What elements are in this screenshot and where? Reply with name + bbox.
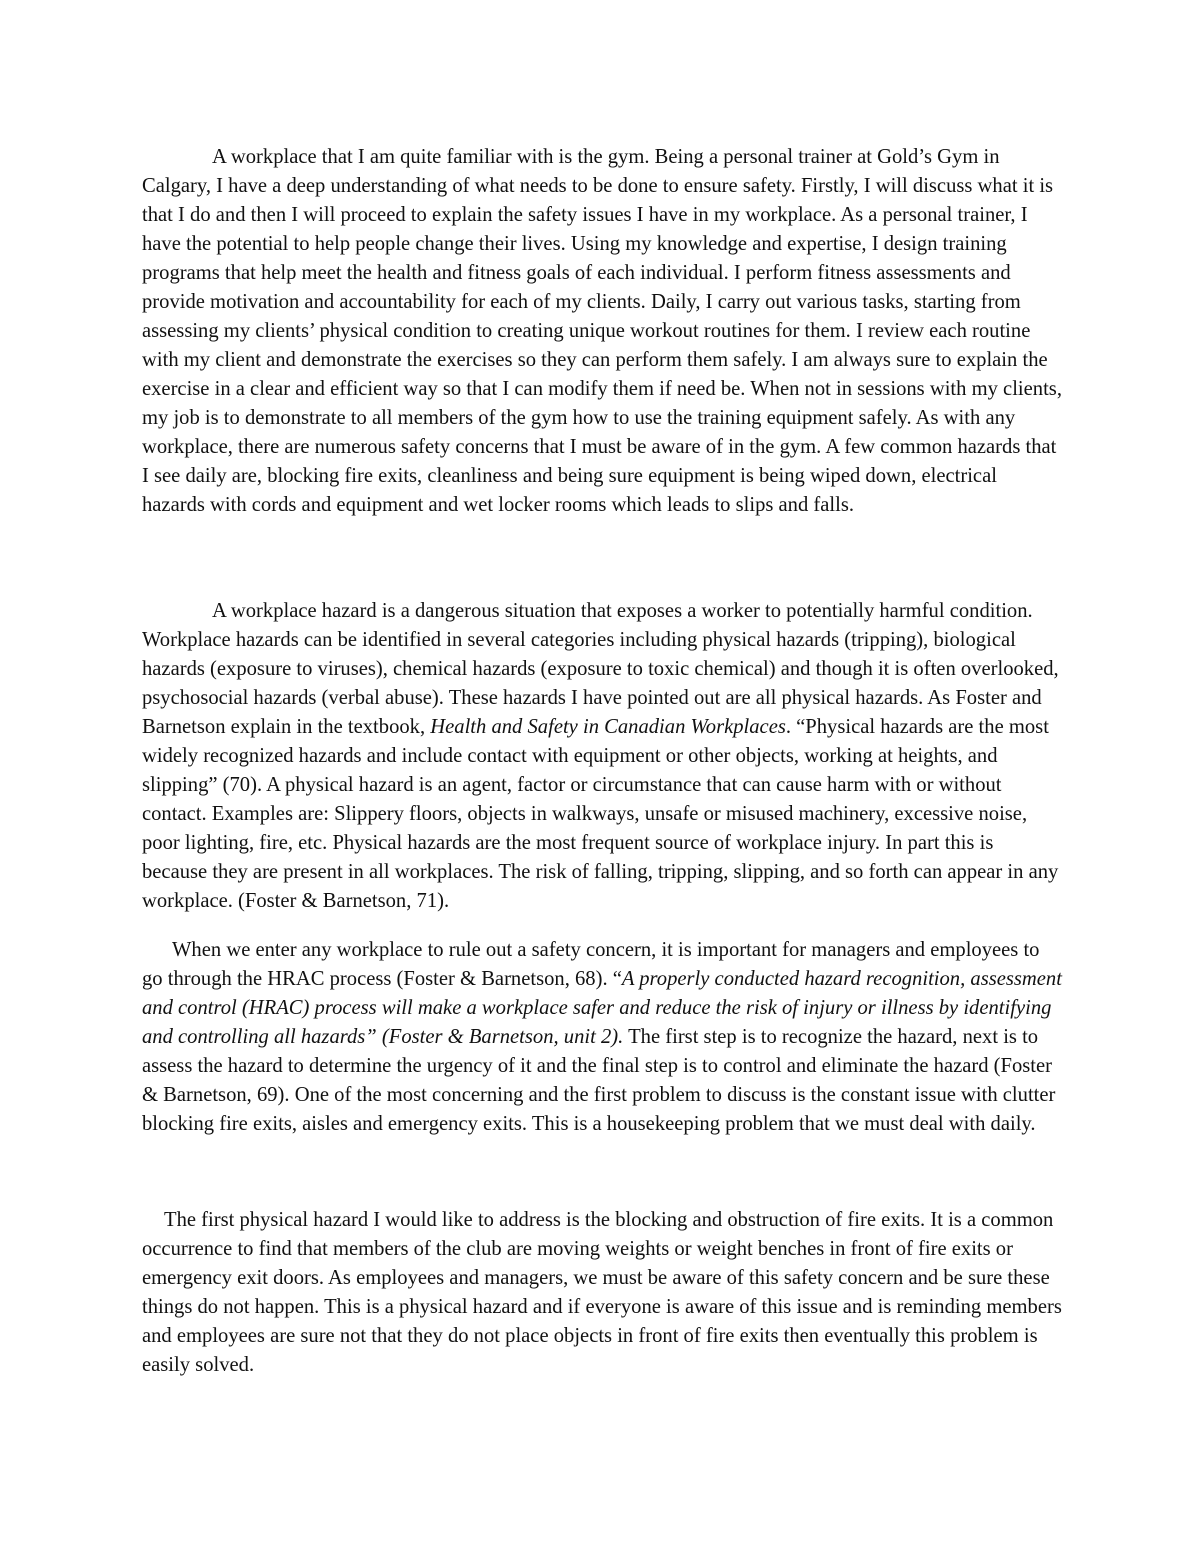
paragraph-fire-exits: The first physical hazard I would like to address is the blocking and obstruction of fire exits. It is a common occurrence to find that members of the club are moving weights or weight benches in front of fire exits or emergency exit doors. As employees and managers, we must be aware of this safety concern and be sure these things do not happen. This is a physical hazard and if everyone is aware of this issue and is reminding members and employees are sure not that they do not place objects in front of fire exits then eventually this problem is easily solved. <box>142 1209 1062 1376</box>
paragraph-text-segment: The first step is to recognize the hazard, next is to assess the hazard to determine the urgency of it and the final step is to control and eliminate the hazard (Foster & Barnetson, 69). One of the most concerning and the first problem to discuss is the constant issue with clutter blocking fire exits, aisles and emergency exits. This is a housekeeping problem that we must deal with daily. <box>142 1026 1056 1135</box>
hrac-quote: A properly conducted hazard recognition, assessment and control (HRAC) process will make a workplace safer and reduce the risk of injury or illness by identifying and controlling all hazards” (Foster & Barnetson, unit 2). <box>142 968 1062 1048</box>
paragraph-workplace-hazards <box>142 597 1062 916</box>
paragraph-text-segment: . “Physical hazards are the most widely recognized hazards and include contact with equipment or other objects, working at heights, and slipping” (70). A physical hazard is an agent, factor or circumstance that can cause harm with or without contact. Examples are: Slippery floors, objects in walkways, unsafe or misused machinery, excessive noise, poor lighting, fire, etc. Physical hazards are the most frequent source of workplace injury. In part this is because they are present in all workplaces. The risk of falling, tripping, slipping, and so forth can appear in any workplace. (Foster & Barnetson, 71). <box>142 716 1059 912</box>
book-title: Health and Safety in Canadian Workplaces <box>430 716 786 738</box>
paragraph-text-segment: When we enter any workplace to rule out a safety concern, it is important for managers and employees to go through the HRAC process (Foster & Barnetson, 68). “ <box>142 939 1040 990</box>
paragraph-hrac-process <box>142 936 1062 1139</box>
paragraph-text-segment: A workplace hazard is a dangerous situation that exposes a worker to potentially harmful condition. Workplace hazards can be identified in several categories including physical hazards (tripping), biological hazards (exposure to viruses), chemical hazards (exposure to toxic chemical) and though it is often overlooked, psychosocial hazards (verbal abuse). These hazards I have pointed out are all physical hazards. As Foster and Barnetson explain in the textbook, <box>142 600 1059 738</box>
paragraph-workplace-intro: A workplace that I am quite familiar with is the gym. Being a personal trainer at Gold’s Gym in Calgary, I have a deep understanding of what needs to be done to ensure safety. Firstly, I will discuss what it is that I do and then I will proceed to explain the safety issues I have in my workplace. As a personal trainer, I have the potential to help people change their lives. Using my knowledge and expertise, I design training programs that help meet the health and fitness goals of each individual. I perform fitness assessments and provide motivation and accountability for each of my clients. Daily, I carry out various tasks, starting from assessing my clients’ physical condition to creating unique workout routines for them. I review each routine with my client and demonstrate the exercises so they can perform them safely. I am always sure to explain the exercise in a clear and efficient way so that I can modify them if need be. When not in sessions with my clients, my job is to demonstrate to all members of the gym how to use the training equipment safely. As with any workplace, there are numerous safety concerns that I must be aware of in the gym. A few common hazards that I see daily are, blocking fire exits, cleanliness and being sure equipment is being wiped down, electrical hazards with cords and equipment and wet locker rooms which leads to slips and falls. <box>142 146 1062 516</box>
